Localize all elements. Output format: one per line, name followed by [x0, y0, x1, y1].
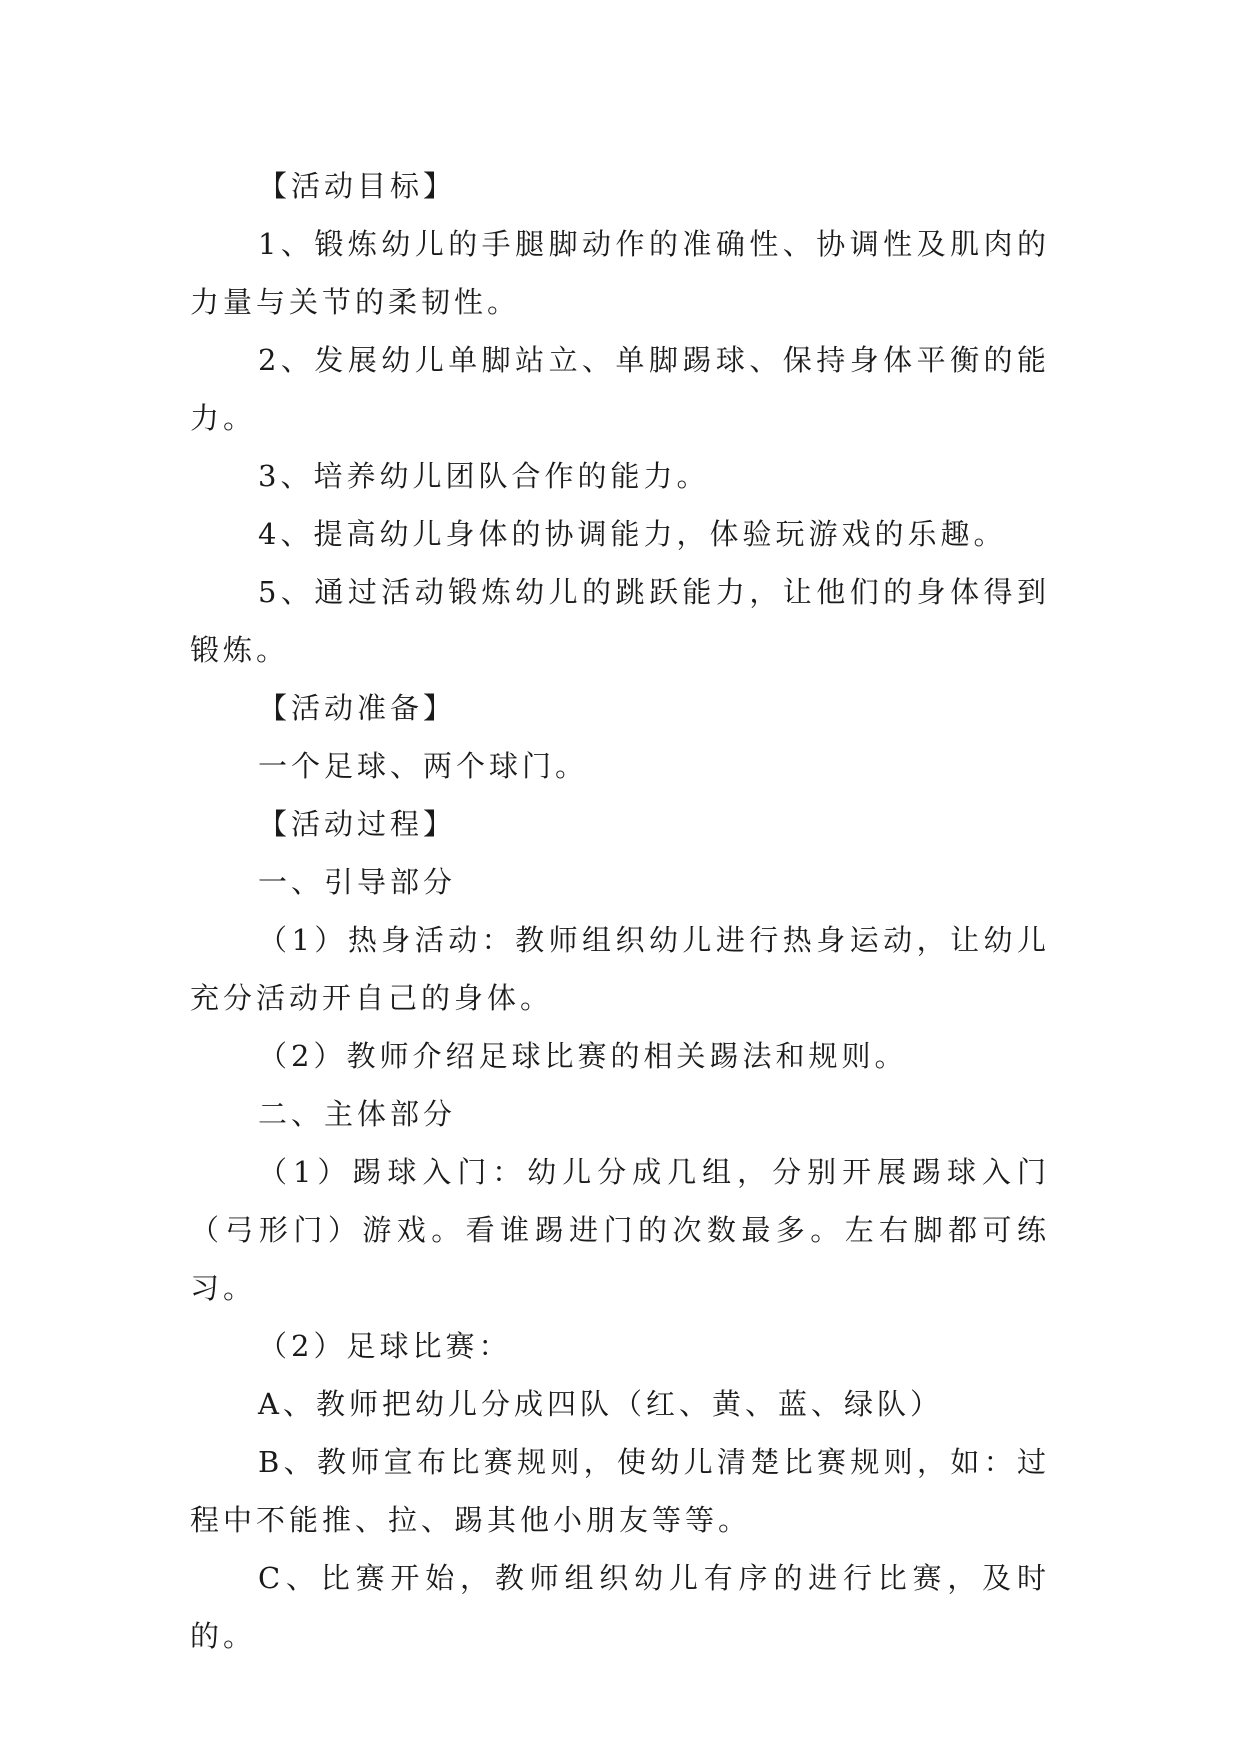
subsection-heading-main: 二、主体部分	[258, 1097, 457, 1131]
goal-item-3: 3、培养幼儿团队合作的能力。	[258, 459, 710, 493]
match-item-c: C、比赛开始，教师组织幼儿有序的进行比赛，及时的。	[190, 1561, 1050, 1653]
intro-step-2: （2）教师介绍足球比赛的相关踢法和规则。	[258, 1039, 908, 1073]
main-step-1: （1）踢球入门：幼儿分成几组，分别开展踢球入门（弓形门）游戏。看谁踢进门的次数最多。左右脚都可练习。	[190, 1155, 1050, 1305]
match-item-a: A、教师把幼儿分成四队（红、黄、蓝、绿队）	[258, 1387, 943, 1421]
goal-item-2: 2、发展幼儿单脚站立、单脚踢球、保持身体平衡的能力。	[190, 343, 1050, 435]
document-page	[190, 157, 1050, 1665]
subsection-heading-intro: 一、引导部分	[258, 865, 457, 899]
goal-item-4: 4、提高幼儿身体的协调能力，体验玩游戏的乐趣。	[258, 517, 1007, 551]
preparation-text: 一个足球、两个球门。	[258, 749, 589, 783]
section-heading-preparation: 【活动准备】	[258, 691, 457, 725]
match-item-b: B、教师宣布比赛规则，使幼儿清楚比赛规则，如：过程中不能推、拉、踢其他小朋友等等。	[190, 1445, 1050, 1537]
intro-step-1: （1）热身活动：教师组织幼儿进行热身运动，让幼儿充分活动开自己的身体。	[190, 923, 1050, 1015]
goal-item-5: 5、通过活动锻炼幼儿的跳跃能力，让他们的身体得到锻炼。	[190, 575, 1050, 667]
section-heading-process: 【活动过程】	[258, 807, 457, 841]
goal-item-1: 1、锻炼幼儿的手腿脚动作的准确性、协调性及肌肉的力量与关节的柔韧性。	[190, 227, 1050, 319]
main-step-2: （2）足球比赛：	[258, 1329, 512, 1363]
section-heading-goals: 【活动目标】	[258, 169, 457, 203]
